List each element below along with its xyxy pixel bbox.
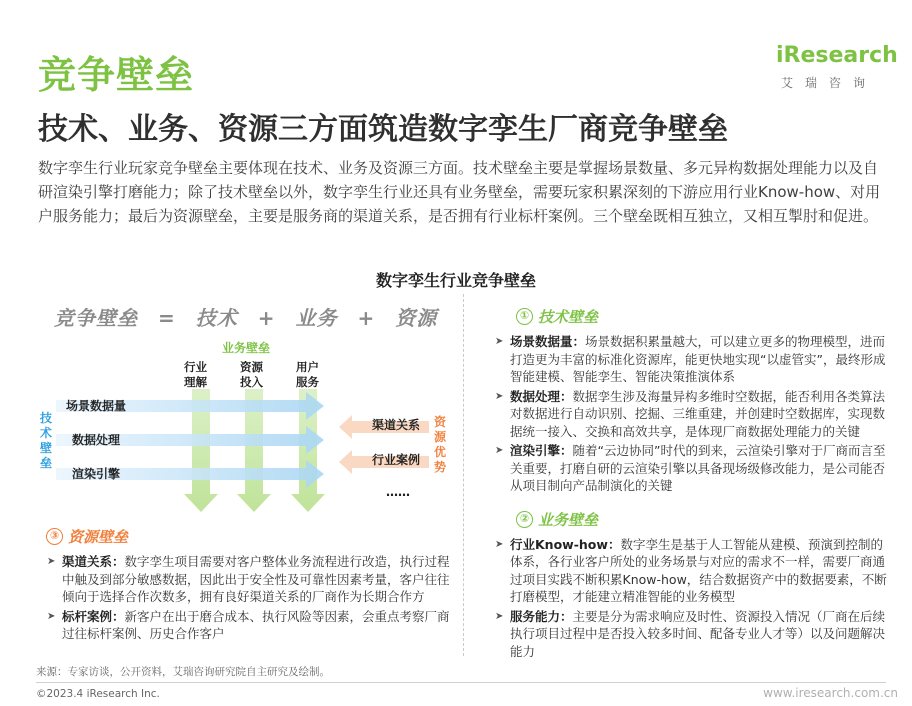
bullet-arrow-icon: ➤ [495, 445, 504, 456]
section-number-3: ③ [46, 528, 63, 545]
list-item: ➤ 渠道关系：数字孪生项目需要对客户整体业务流程进行改造，执行过程中触及到部分敏感数据，因此出于安全性及可靠性因素考量，客户往往倾向于选择合作次数多，拥有良好渠道关系的厂商作为长期合作方 [47, 554, 450, 604]
diagram-title: 数字孪生行业竞争壁垒 [375, 271, 536, 290]
resource-barrier-heading: ③ 资源壁垒 [46, 526, 458, 547]
column-label-3: 用户 服务 [296, 360, 319, 389]
logo-mark: iResearch [776, 43, 898, 68]
right-panel [494, 306, 894, 674]
row-label-2: 数据处理 [72, 433, 121, 447]
page-subtitle: 技术、业务、资源三方面筑造数字孪生厂商竞争壁垒 [38, 112, 728, 147]
resource-barrier-list [46, 553, 458, 643]
list-item: ➤ 场景数据量：场景数据积累量越大，可以建立更多的物理模型，进而打造更为丰富的标准化资源库，能更快地实现“以虚管实”，最终形成智能建模、智能孪生、智能决策推演体系 [495, 334, 886, 384]
resource-advantage-label: 资源优势 [434, 415, 447, 474]
footer-divider [36, 682, 886, 683]
iresearch-logo [776, 42, 898, 98]
bullet-arrow-icon: ➤ [495, 390, 504, 402]
row-label-3: 渲染引擎 [72, 467, 121, 481]
tech-barrier-section [494, 306, 894, 495]
bullet-arrow-icon: ➤ [495, 610, 504, 622]
watermark: www.iresearch.com.cn [763, 686, 898, 700]
tech-barrier-label: 技术壁垒 [40, 411, 53, 470]
equation-plus: + [257, 306, 276, 330]
bullet-arrow-icon: ➤ [47, 556, 56, 567]
equation-plus: + [357, 306, 376, 330]
resource-item-3: …… [386, 485, 410, 499]
equation-term-business: 业务 [295, 306, 338, 330]
list-item: ➤ 渲染引擎：随着“云边协同”时代的到来，云渲染引擎对于厂商而言至关重要，打磨自研的云渲染引擎以具备现场级修改能力，是公司能否从项目制向产品制演化的关键 [495, 443, 886, 493]
copyright: ©2023.4 iResearch Inc. [36, 688, 160, 700]
list-item: ➤ 服务能力：主要是分为需求响应及时性、资源投入情况（厂商在后续执行项目过程中是否投入较多时间、配备专业人才等）以及问题解决能力 [495, 608, 886, 659]
resource-item-1: 渠道关系 [372, 418, 421, 432]
source-note: 来源：专家访谈，公开资料，艾瑞咨询研究院自主研究及绘制。 [36, 666, 330, 678]
equation-term-tech: 技术 [195, 306, 238, 330]
business-barrier-label: 业务壁垒 [222, 341, 271, 355]
intro-paragraph: 数字孪生行业玩家竞争壁垒主要体现在技术、业务及资源三方面。技术壁垒主要是掌握场景数量、多元异构数据处理能力以及自研渲染引擎打磨能力；除了技术壁垒以外，数字孪生行业还具有业务壁垒，需要玩家积累深刻的下游应用行业Know-how、对用户服务能力；最后为资源壁垒，主要是服务商的渠道关系，是否拥有行业标杆案例。三个壁垒既相互独立，又相互掣肘和促进。 [38, 159, 881, 225]
column-label-2: 资源 投入 [240, 360, 263, 389]
bullet-arrow-icon: ➤ [495, 336, 504, 347]
equation-equals: = [158, 306, 176, 330]
bullet-arrow-icon: ➤ [495, 538, 504, 550]
left-panel [34, 294, 464, 656]
section-number-1: ① [516, 308, 533, 325]
row-label-1: 场景数据量 [66, 399, 127, 413]
resource-barrier-section [46, 526, 458, 645]
section-number-2: ② [516, 511, 533, 528]
list-item: ➤ 标杆案例：新客户在出于磨合成本、执行风险等因素，会重点考察厂商过往标杆案例、历史合作客户 [47, 608, 450, 641]
column-label-1: 行业 理解 [184, 360, 207, 389]
business-barrier-section [494, 509, 894, 661]
logo-subtitle: 艾瑞咨询 [781, 76, 878, 90]
business-barrier-list [494, 536, 894, 661]
barrier-equation [54, 302, 457, 331]
business-barrier-heading: ② 业务壁垒 [516, 509, 894, 530]
list-item: ➤ 数据处理：数据孪生涉及海量异构多维时空数据，能否利用各类算法对数据进行自动识别、挖掘、三维重建，并创建时空数据库，实现数据统一接入、交换和高效共享，是体现厂商数据处理能力的关键 [495, 388, 886, 439]
equation-term-resource: 资源 [395, 306, 438, 330]
barrier-diagram [34, 334, 464, 524]
list-item: ➤ 行业Know-how：数字孪生是基于人工智能从建模、预演到控制的体系，各行业客户所处的业务场景与对应的需求不一样，需要厂商通过项目实践不断积累Know-how，结合数据资产中的数据要素，不断打磨模型，才能建立精准智能的业务模型 [495, 536, 887, 604]
tech-barrier-list [494, 333, 894, 495]
resource-item-2: 行业案例 [372, 453, 421, 467]
page-title: 竞争壁垒 [38, 53, 195, 97]
bullet-arrow-icon: ➤ [47, 610, 56, 622]
equation-term-barrier: 竞争壁垒 [54, 306, 138, 330]
tech-barrier-heading: ① 技术壁垒 [516, 306, 894, 327]
